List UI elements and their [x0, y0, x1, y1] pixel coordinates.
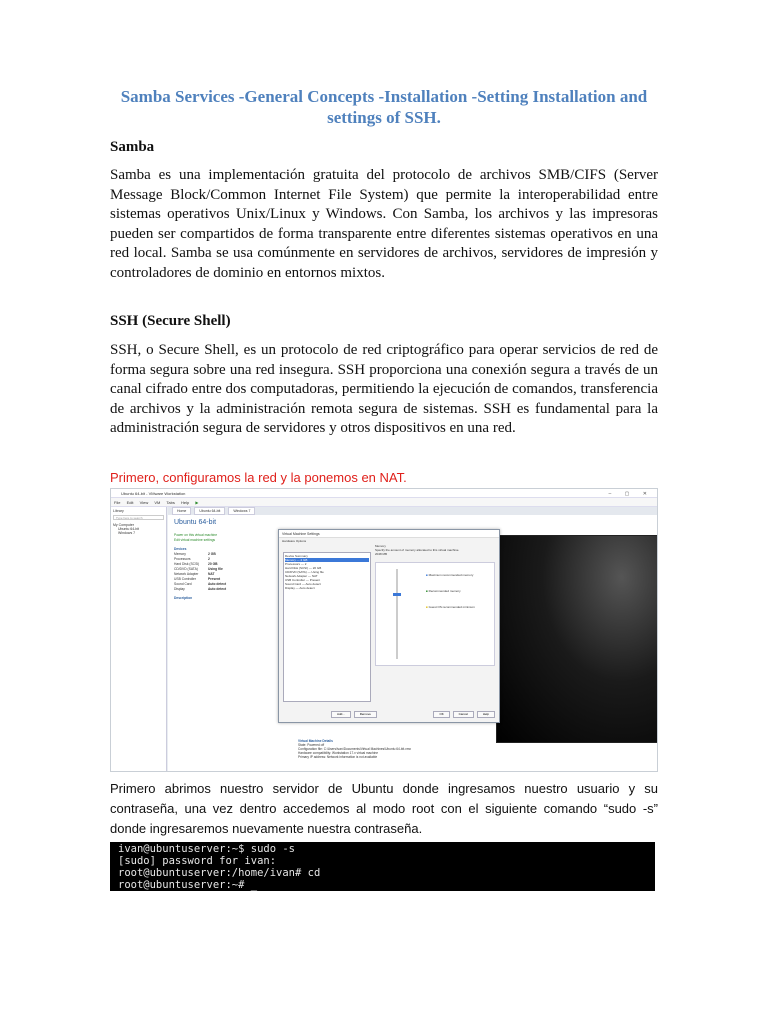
vm-summary [174, 533, 252, 601]
window-title: Ubuntu 64-bit - VMware Workstation [121, 491, 186, 496]
legend-max: ■ Maximum recommended memory [426, 573, 474, 577]
device-row: Memory 2 GB [174, 552, 216, 556]
action-power-on: Power on this virtual machine [174, 533, 218, 537]
terminal-line: ivan@ubuntuserver:~$ sudo -s [118, 843, 296, 855]
terminal-line: root@ubuntuserver:/home/ivan# cd [118, 867, 321, 879]
memory-slider-thumb [393, 593, 401, 596]
samba-paragraph: Samba es una implementación gratuita del protocolo de archivos SMB/CIFS (Server Message Block/Common Internet File System) que permite la interoperabilidad entre sistemas operativos Unix/Linux y Windows. Con Samba, los archivos y las impresoras pueden ser compartidos de forma transparente entre diferentes sistemas operativos en una red local. Samba se usa comúnmente en servidores de archivos, servidores de impresión y controladores de dominio en entornos mixtos. [110, 167, 658, 281]
list-item: Hard Disk (SCSI) — 20 GB [285, 566, 322, 570]
list-item: Network Adapter — NAT [285, 574, 318, 578]
details-heading: Virtual Machine Details [298, 739, 333, 743]
list-item: Processors — 2 [285, 562, 307, 566]
list-item: USB Controller — Present [285, 578, 321, 582]
memory-slider-box [375, 562, 495, 666]
menu-file: File [114, 500, 121, 505]
nat-instruction: Primero, configuramos la red y la ponemos en NAT. [110, 470, 407, 485]
memory-label: Memory [375, 544, 386, 548]
device-row: Processors 2 [174, 557, 210, 561]
device-row: Network Adapter NAT [174, 572, 215, 576]
memory-field: 2048 MB [375, 552, 388, 556]
device-row: Hard Disk (SCSI) 20 GB [174, 562, 218, 566]
cancel-button: Cancel [453, 711, 474, 718]
memory-slider-track [396, 569, 398, 659]
tree-my-computer: My Computer [113, 523, 135, 527]
vm-settings-dialog [278, 529, 500, 723]
dialog-title: Virtual Machine Settings [279, 530, 499, 538]
terminal-output [110, 842, 655, 891]
window-controls-icon: – ▢ ✕ [608, 491, 653, 497]
dialog-tabs: Hardware Options [282, 539, 307, 543]
tab-home: Home [172, 507, 191, 515]
tree-ubuntu: Ubuntu 64-bit [118, 527, 140, 531]
add-button: Add... [331, 711, 351, 718]
play-icon: ▶ [195, 500, 199, 505]
document-title: Samba Services -General Concepts -Installation -Setting Installation and settings of SSH. [120, 87, 648, 127]
library-search: Type here to search [113, 515, 164, 520]
help-button: Help [477, 711, 495, 718]
menu-edit: Edit [126, 500, 134, 505]
window-titlebar [111, 489, 657, 498]
dialog-device-list [283, 552, 371, 702]
tab-ubuntu: Ubuntu 64-bit [194, 507, 225, 515]
memory-panel [375, 544, 495, 702]
action-edit-settings: Edit virtual machine settings [174, 538, 216, 542]
vm-details [298, 739, 411, 759]
library-panel [111, 507, 167, 771]
ok-button: OK [433, 711, 449, 718]
list-item: Sound Card — Auto detect [285, 582, 321, 586]
detail-line: Hardware compatibility: Workstation 17.x virtual machine [298, 751, 379, 755]
vmware-screenshot [110, 488, 658, 772]
legend-recommended: ■ Recommended memory [426, 589, 461, 593]
memory-legend [426, 573, 494, 609]
menu-bar [111, 498, 657, 507]
detail-line: Primary IP address: Network information is not available [298, 755, 378, 759]
device-row: Sound Card Auto detect [174, 582, 227, 586]
step-paragraph: Primero abrimos nuestro servidor de Ubuntu donde ingresamos nuestro usuario y su contraseña, una vez dentro accedemos al modo root con el siguiente comando “sudo -s” donde ingresaremos nuevamente nuestra contraseña. [110, 781, 658, 836]
menu-tabs: Tabs [166, 500, 175, 505]
menu-vm: VM [154, 500, 161, 505]
devices-heading: Devices [174, 547, 187, 551]
device-row: CD/DVD (SATA) Using file [174, 567, 223, 571]
device-row: Display Auto detect [174, 587, 227, 591]
menu-view: View [139, 500, 149, 505]
list-item: Memory — 2 GB [285, 558, 369, 562]
ssh-heading: SSH (Secure Shell) [110, 313, 231, 329]
terminal-line: root@ubuntuserver:~# _ [118, 879, 258, 891]
terminal-line: [sudo] password for ivan: [118, 855, 277, 867]
list-item: CD/DVD (SATA) — Using file [285, 570, 324, 574]
vm-name: Ubuntu 64-bit [174, 519, 217, 526]
device-row: USB Controller Present [174, 577, 221, 581]
vm-main-area [168, 507, 657, 771]
dialog-buttons [431, 711, 495, 718]
dialog-columns: Device Summary [285, 554, 308, 558]
library-label: Library [113, 509, 124, 513]
menu-help: Help [180, 500, 190, 505]
detail-line: State: Powered off [298, 743, 325, 747]
vm-console-preview [496, 535, 658, 743]
ssh-paragraph: SSH, o Secure Shell, es un protocolo de red criptográfico para operar servicios de red de forma segura sobre una red insegura. SSH proporciona una conexión segura a través de un canal cifrado entre dos computadoras, permitiendo la ejecución de comandos, transferencia de archivos y la administración remota segura de sistemas. SSH es fundamental para la administración segura de servidores y otros dispositivos en una red. [110, 342, 658, 436]
tree-windows: Windows 7 [118, 531, 136, 535]
legend-minimum: ■ Guest OS recommended minimum [426, 605, 475, 609]
list-item: Display — Auto detect [285, 586, 315, 590]
description-heading: Description [174, 596, 193, 600]
samba-heading: Samba [110, 139, 155, 155]
memory-hint: Specify the amount of memory allocated to this virtual machine. [375, 548, 460, 552]
vm-tabs [168, 507, 657, 515]
detail-line: Configuration file: C:\Users\ivan\Documents\Virtual Machines\Ubuntu 64-bit.vmx [298, 747, 411, 751]
dialog-add-remove [329, 711, 377, 718]
tab-windows: Windows 7 [228, 507, 255, 515]
remove-button: Remove [354, 711, 377, 718]
